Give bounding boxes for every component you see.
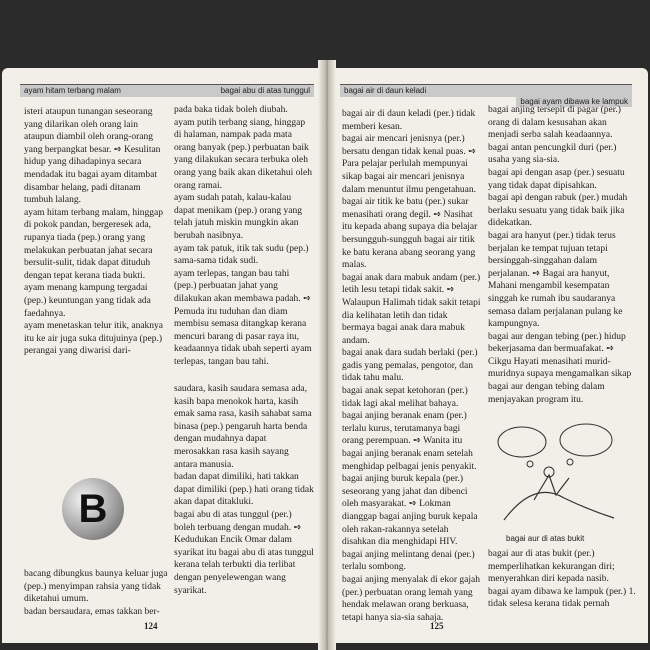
entry: bagai anjing menyalak di ekor gajah (per.) perbuatan orang lemah yang hendak melawan orang berkuasa, tetapi hanya sia-sia sahaja. bbox=[342, 574, 480, 623]
running-header bbox=[20, 84, 314, 97]
open-book bbox=[0, 60, 650, 650]
column-4-bottom bbox=[488, 548, 636, 611]
entry: bagai anak dara mabuk andam (per.) letih lesu tetapi tidak sakit. ➺ Walaupun Halimah tidak sakit tetapi dia kelihatan letih dan tidak bermaya bagai anak dara mabuk andam. bbox=[342, 272, 481, 346]
header-left-text: ayam hitam terbang malam bbox=[24, 86, 121, 95]
entry: bagai air di daun keladi (per.) tidak memberi kesan. bbox=[342, 109, 476, 132]
right-page bbox=[326, 68, 648, 643]
book-spine bbox=[318, 60, 336, 650]
column-2 bbox=[174, 104, 314, 368]
entry: ayam menetaskan telur itik, anaknya itu ke air juga suka ditujuinya (pep.) perangai yang diwarisi dari- bbox=[24, 321, 164, 357]
header-right-text: bagai ayam dibawa ke lampuk bbox=[516, 96, 632, 107]
entry: bagai anjing beranak enam (per.) terlalu kurus, terutamanya bagi orang perempuan. ➺ Wanita itu bagai anjing beranak enam setelah menghidap pelbagai jenis penyakit. bbox=[342, 411, 477, 472]
entry: bagai anjing melintang denai (per.) terlalu sombong. bbox=[342, 549, 475, 573]
column-1 bbox=[24, 106, 169, 358]
entry: pada baka tidak boleh diubah. bbox=[174, 105, 288, 115]
entry: bagai anjing tersepit di pagar (per.) orang di dalam kesusahan akan menjadi serba salah keadaannya. bbox=[488, 105, 621, 141]
entry: bagai ara hanyut (per.) tidak terus berjalan ke tempat tujuan tetapi bersinggah-singgahan dalam perjalanan. ➺ Bagai ara hanyut, Mahani mengambil kesempatan singgah ke rumah ibu saudaranya semasa dalam perjalanan pulang ke kampungnya. bbox=[488, 230, 623, 330]
entry: bagai aur di atas bukit (per.) memperlihatkan kekurangan diri; menyerahkan diri kepada nasib. bbox=[488, 549, 615, 585]
entry: ayam menang kampung tergadai (pep.) keuntungan yang tidak ada faedahnya. bbox=[24, 283, 151, 319]
entry: badan dapat dimiliki, hati takkan dapat dimiliki (pep.) hati orang tidak akan dapat ditakluki. bbox=[174, 472, 314, 508]
entry: ayam sudah patah, kalau-kalau dapat menikam (pep.) orang yang telah jatuh miskin mungkin akan berubah nasibnya. bbox=[174, 193, 302, 241]
entry: baсang dibungkus baunya keluar juga (pep.) menyimpan rahsia yang tidak diketahui umum. bbox=[24, 569, 168, 605]
entry: badan bersaudara, emas takkan ber- bbox=[24, 606, 160, 617]
entry: bagai api dengan rabuk (per.) mudah berlaku sesuatu yang tidak baik jika didekatkan. bbox=[488, 193, 628, 229]
entry: isteri ataupun tunangan seseorang yang dilarikan oleh orang lain ataupun diambil oleh orang-orang yang berpangkat besar. ➺ Kesulitan hidup yang dihadapinya secara mendadak itu bagai ayam ditambat disambar helang, padi ditanam tumbuh lalang. bbox=[24, 107, 161, 206]
page-number: 124 bbox=[144, 621, 158, 631]
entry: bagai abu di atas tunggul (per.) boleh terbuang dengan mudah. ➺ Kedudukan Encik Omar dalam syarikat itu bagai abu di atas tunggul kerana telah terbukti dia terlibat dengan penyelewengan wang syarikat. bbox=[174, 509, 314, 596]
entry: bagai antan pencungkil duri (per.) usaha yang sia-sia. bbox=[488, 142, 617, 166]
bamboo-on-hill-illustration bbox=[494, 420, 619, 530]
entry: ayam putih terbang siang, hinggap di halaman, nampak pada mata orang banyak (pep.) perbuatan baik yang dilakukan secara terbuka oleh orang yang baik akan diketahui oleh orang ramai. bbox=[174, 117, 312, 191]
entry: saudara, kasih saudara semasa ada, kasih bapa menokok harta, kasih emak sama rasa, kasih sahabat sama binasa (pep.) pengaruh harta benda dengan mudahnya dapat merosakkan rasa kasih sayang antara manusia. bbox=[174, 384, 312, 470]
section-letter-badge: B bbox=[62, 478, 124, 540]
entry: bagai air mencari jenisnya (per.) bersatu dengan tidak kenal puas. ➺ Para pelajar perlulah mempunyai sikap bagai air mencari jenisnya dalam menuntut ilmu pengetahuan. bbox=[342, 134, 477, 195]
entry: ayam tak patuk, itik tak sudu (pep.) sama-sama tidak sudi. bbox=[174, 243, 309, 267]
entry: ayam hitam terbang malam, hinggap di pokok pandan, bergeresek ada, rupanya tiada (pep.) orang yang melakukan perbuatan jahat secara bersulit-sulit, tidak dapat dituduh dengan tepat kerana tiada bukti. bbox=[24, 207, 164, 281]
illustration-caption: bagai aur di atas bukit bbox=[506, 534, 585, 543]
column-1-bottom bbox=[24, 568, 169, 618]
entry: bagai anak dara sudah berlaki (per.) gadis yang pemalas, pengotor, dan tidak tahu malu. bbox=[342, 348, 478, 384]
left-page bbox=[2, 68, 324, 643]
entry: bagai ayam dibawa ke lampuk (per.) 1. tidak selesa kerana tidak pernah bbox=[488, 586, 636, 610]
header-right-text: bagai abu di atas tunggul bbox=[220, 86, 310, 95]
entry: bagai api dengan asap (per.) sesuatu yang tidak dapat dipisahkan. bbox=[488, 167, 625, 191]
page-number: 125 bbox=[430, 621, 444, 631]
entry: ayam terlepas, tangan bau tahi (pep.) perbuatan jahat yang dilakukan akan membawa padah. ➺ Pemuda itu tuduhan dan diam membisu semasa ditangkap kerana mencuri barang di pasar raya itu, keadaannya tidak ubah seperti ayam terlepas, tangan bau tahi. bbox=[174, 268, 312, 367]
entry: bagai anjing buruk kepala (per.) seseorang yang jahat dan dibenci oleh masyarakat. ➺ Lokman dianggap bagai anjing buruk kepala oleh rakan-rakannya setelah disahkan dia menghidapi HIV. bbox=[342, 474, 478, 548]
column-3 bbox=[342, 108, 482, 624]
entry: bagai anak sepat ketohoran (per.) tidak lagi akal melihat bahaya. bbox=[342, 386, 468, 409]
column-2-bottom bbox=[174, 383, 314, 597]
header-left-text: bagai air di daun keladi bbox=[344, 86, 427, 95]
entry: bagai air titik ke batu (per.) sukar menasihati orang degil. ➺ Nasihat itu kepada abang supaya dia belajar bersungguh-sungguh bagai air titik ke batu kerana abang seorang yang malas. bbox=[342, 197, 478, 271]
column-4 bbox=[488, 104, 636, 406]
entry: bagai aur dengan tebing (per.) hidup bekerjasama dan bermuafakat. ➺ Cikgu Hayati menasihati murid-muridnya supaya mengamalkan sikap bagai aur dengan tebing dalam menjayakan program itu. bbox=[488, 331, 632, 405]
